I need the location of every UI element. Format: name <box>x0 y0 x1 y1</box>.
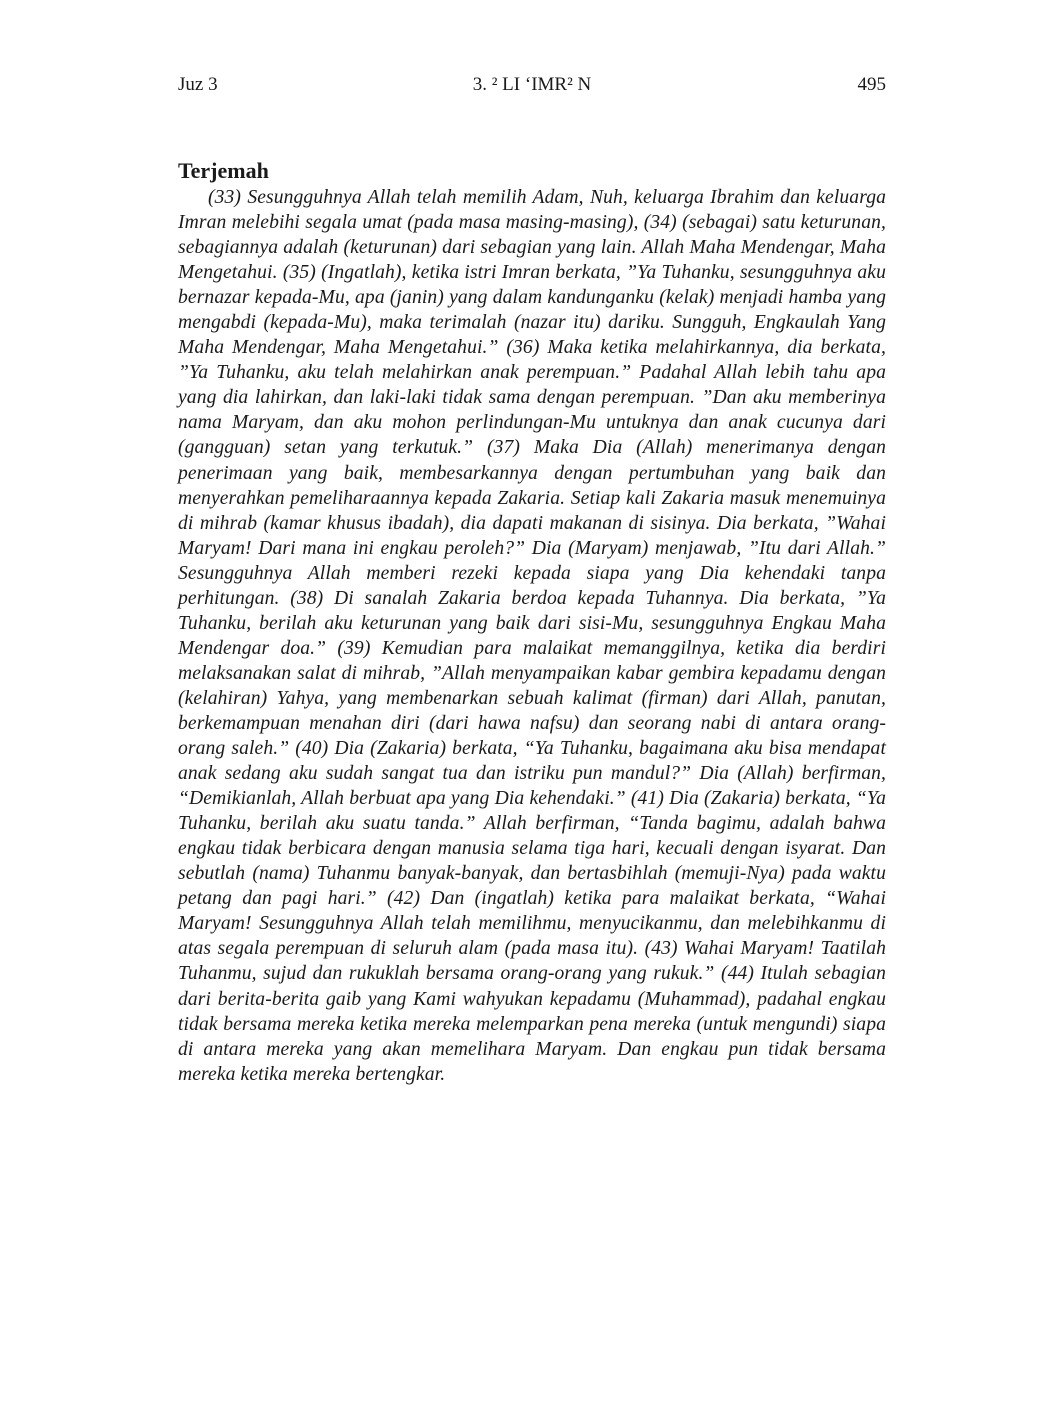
page-number: 495 <box>857 74 886 95</box>
section-title: Terjemah <box>178 158 269 183</box>
juz-label: Juz 3 <box>178 74 218 95</box>
running-header <box>178 72 886 98</box>
translation-paragraph: (33) Sesungguhnya Allah telah memilih Adam, Nuh, keluarga Ibrahim dan keluarga Imran melebihi segala umat (pada masa masing-masing), (34) (sebagai) satu keturunan, sebagiannya adalah (keturunan) dari sebagian yang lain. Allah Maha Mendengar, Maha Mengetahui. (35) (Ingatlah), ketika istri Imran berkata, ”Ya Tuhanku, sesungguhnya aku bernazar kepada-Mu, apa (janin) yang dalam kandunganku (kelak) menjadi hamba yang mengabdi (kepada-Mu), maka terimalah (nazar itu) dariku. Sungguh, Engkaulah Yang Maha Mendengar, Maha Mengetahui.” (36) Maka ketika melahirkannya, dia berkata, ”Ya Tuhanku, aku telah melahirkan anak perempuan.” Padahal Allah lebih tahu apa yang dia lahirkan, dan laki-laki tidak sama dengan perempuan. ”Dan aku memberinya nama Maryam, dan aku mohon perlindungan-Mu untuknya dan anak cucunya dari (gangguan) setan yang terkutuk.” (37) Maka Dia (Allah) menerimanya dengan penerimaan yang baik, membesarkannya dengan pertumbuhan yang baik dan menyerahkan pemeliharaannya kepada Zakaria. Setiap kali Zakaria masuk menemuinya di mihrab (kamar khusus ibadah), dia dapati makanan di sisinya. Dia berkata, ”Wahai Maryam! Dari mana ini engkau peroleh?” Dia (Maryam) menjawab, ”Itu dari Allah.” Sesungguhnya Allah memberi rezeki kepada siapa yang Dia kehendaki tanpa perhitungan. (38) Di sanalah Zakaria berdoa kepada Tuhannya. Dia berkata, ”Ya Tuhanku, berilah aku keturunan yang baik dari sisi-Mu, sesungguhnya Engkau Maha Mendengar doa.” (39) Kemudian para malaikat memanggilnya, ketika dia berdiri melaksanakan salat di mihrab, ”Allah menyampaikan kabar gembira kepadamu dengan (kelahiran) Yahya, yang membenarkan sebuah kalimat (firman) dari Allah, panutan, berkemampuan menahan diri (dari hawa nafsu) dan seorang nabi di antara orang-orang saleh.” (40) Dia (Zakaria) berkata, “Ya Tuhanku, bagaimana aku bisa mendapat anak sedang aku sudah sangat tua dan istriku pun mandul?” Dia (Allah) berfirman, “Demikianlah, Allah berbuat apa yang Dia kehendaki.” (41) Dia (Zakaria) berkata, “Ya Tuhanku, berilah aku suatu tanda.” Allah berfirman, “Tanda bagimu, adalah bahwa engkau tidak berbicara dengan manusia selama tiga hari, kecuali dengan isyarat. Dan sebutlah (nama) Tuhanmu banyak-banyak, dan bertasbihlah (memuji-Nya) pada waktu petang dan pagi hari.” (42) Dan (ingatlah) ketika para malaikat berkata, “Wahai Maryam! Sesungguhnya Allah telah memilihmu, menyucikanmu, dan melebihkanmu di atas segala perempuan di seluruh alam (pada masa itu). (43) Wahai Maryam! Taatilah Tuhanmu, sujud dan rukuklah bersama orang-orang yang rukuk.” (44) Itulah sebagian dari berita-berita gaib yang Kami wahyukan kepadamu (Muhammad), padahal engkau tidak bersama mereka ketika mereka melemparkan pena mereka (untuk mengundi) siapa di antara mereka yang akan memelihara Maryam. Dan engkau pun tidak bersama mereka ketika mereka bertengkar. <box>178 187 886 1085</box>
surah-title: 3. ² LI ‘IMR² N <box>472 74 592 95</box>
